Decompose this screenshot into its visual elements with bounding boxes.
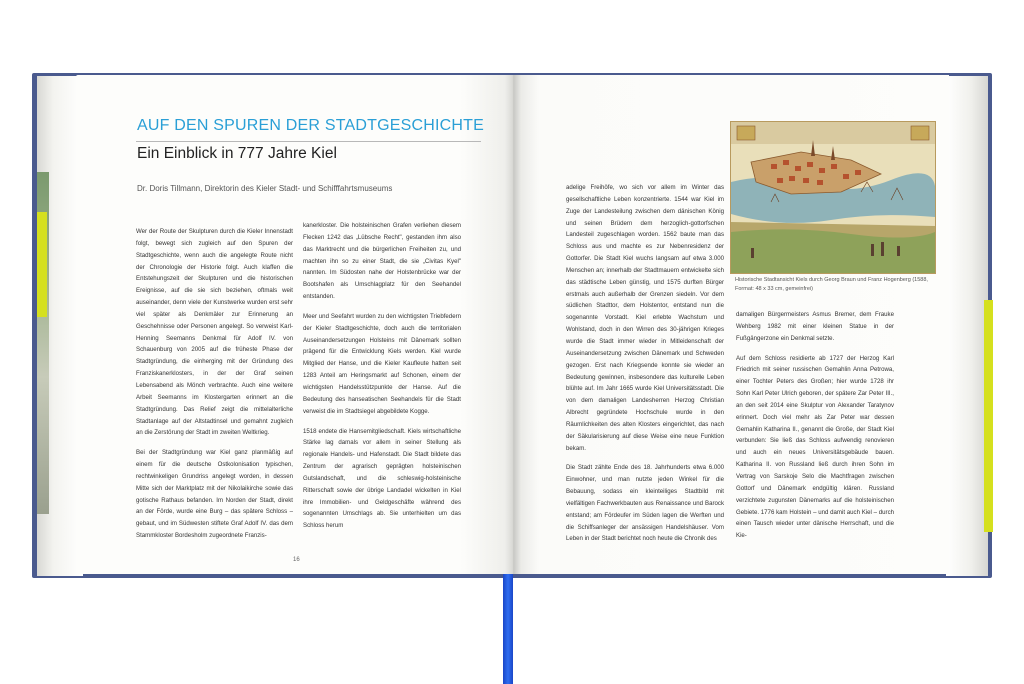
section-title: AUF DEN SPUREN DER STADTGESCHICHTE — [137, 117, 484, 134]
text-column-2 — [303, 220, 461, 530]
paragraph: adelige Freihöfe, wo sich vor allem im Winter das gesellschaftliche Leben konzentrierte. 1544 war Kiel im Zuge der Landesteilung zwischen dem dänischen König und seinen Brüdern dem herzoglich-gottorfschen Landesteil zugeschlagen worden. 1562 baute man das Schloss aus und machte es zur Nebenresidenz der Gottorfer. Die Stadt Kiel wuchs langsam auf etwa 3.000 Menschen an; innerhalb der Stadtmauern entwickelte sich das städtische Leben günstig, und 1575 durften Bürger erstmals auch außerhalb der Grenzen siedeln. Vor dem südlichen Stadttor, dem Holstentor, entstand nun die sogenannte Vorstadt. Kiel erlebte Wachstum und Wohlstand, doch in den Wirren des 30-jährigen Krieges wurde die Stadt immer wieder in Mitleidenschaft der Auseinandersetzung zwischen Dänemark und Schweden gezogen. Erst nach Kriegsende konnte sie wieder an Bedeutung gewinnen, insbesondere das kulturelle Leben blühte auf. Im Jahr 1665 wurde Kiel Universitätsstadt. Die von dem damaligen Landesherren Herzog Christian Albrecht gegründete Hochschule wurde in den Räumlichkeiten des alten Klosters eingerichtet, das nach der Säkularisierung auf diese Weise eine neue Funktion bekam. — [566, 184, 724, 452]
lime-accent-left — [37, 212, 47, 317]
title-rule — [136, 141, 481, 142]
chapter-title: Ein Einblick in 777 Jahre Kiel — [137, 145, 337, 162]
text-column-1 — [136, 226, 293, 540]
bookmark-ribbon — [503, 574, 513, 684]
paragraph: Wer der Route der Skulpturen durch die Kieler Innenstadt folgt, bewegt sich zugleich auf den Spuren der Stadtgeschichte, wenn auch die angelegte Route nicht der Chronologie der Historie folgt. Auch klaffen die Entstehungszeit der Skulpturen und die historischen Ereignisse, auf die sie sich beziehen, oftmals weit auseinander, denn viele der Kunstwerke wurden erst sehr viel später als Denkmäler zur Erinnerung an Geschehnisse oder Personen angelegt. So verweist Karl-Henning Seemanns Denkmal für Adolf IV. von Schauenburg von 2005 auf die früheste Phase der Stadtgründung, die einherging mit der Gründung des Franziskanerklosters, in der der Graf seinen Lebensabend als Mönch verbrachte. Auch eine weitere Arbeit Seemanns im Klostergarten erinnert an die Stadtgründung. Das Relief zeigt die mittelalterliche Stadtanlage auf der Altstadtinsel und gemahnt zugleich an die Zerstörung der Stadt im zweiten Weltkrieg. — [136, 228, 293, 437]
page-number: 16 — [293, 557, 300, 563]
page-stack-right — [946, 76, 988, 576]
map-illustration — [731, 122, 935, 273]
author-byline: Dr. Doris Tillmann, Direktorin des Kieler Stadt- und Schifffahrtsmuseums — [137, 184, 393, 193]
paragraph: Meer und Seefahrt wurden zu den wichtigsten Triebfedern der Kieler Stadtgeschichte, doch auch die territorialen Auseinandersetzungen Holsteins mit Dänemark sollten prägend für die Entwicklung Kiels werden. Kiel wurde Mitglied der Hanse, und die Kieler Kaufleute hatten seit 1283 Anteil am Heringsmarkt auf Schonen, einem der wichtigsten Handelsstützpunkte der Hanse. Auf die Bedeutung des hanseatischen Seehandels für die Stadt verweist die im Stadtsiegel abgebildete Kogge. — [303, 312, 461, 415]
gutter — [505, 75, 521, 574]
text-column-4 — [736, 309, 894, 540]
text-column-3 — [566, 182, 724, 543]
paragraph: Bei der Stadtgründung war Kiel ganz planmäßig auf einem für die deutsche Ostkolonisation typischen, rechtwinkeligen Grundriss angelegt worden, in dessen Mitte sich der Marktplatz mit der Nikolaikirche sowie das gotische Rathaus befanden. Im Norden der Stadt, direkt an der Förde, wurde eine Burg – das spätere Schloss – gebaut, und im Südwesten stiftete Graf Adolf IV. das dem Stammkloster Bordesholm zugeordnete Franzis- — [136, 449, 293, 540]
paragraph: kanerkloster. Die holsteinischen Grafen verliehen diesem Flecken 1242 das „Lübsche Recht", gestanden ihm also das Marktrecht und die bürgerlichen Freiheiten zu, und machten ihn so zu einer Stadt, die sie „Civitas Kyel" nannten. Im Südosten nahe der Holstenbrücke war der Bootshafen als Umschlagplatz für den Seehandel entstanden. — [303, 222, 461, 301]
historic-city-map-image — [730, 121, 936, 274]
paragraph: Die Stadt zählte Ende des 18. Jahrhunderts etwa 6.000 Einwohner, und man nutzte jeden Winkel für die Bebauung, sodass ein kleinteiliges Stadtbild mit vielfältigen Fachwerkbauten aus Renaissance und Barock entstand; am Fördeufer im Süden lagen die Werften und die Schiffsanleger der ansässigen Handelshäuser. Vom Leben in der Stadt berichtet noch heute die Chronik des — [566, 464, 724, 543]
image-caption: Historische Stadtansicht Kiels durch Georg Braun und Franz Hogenberg (1588, Format: 48 x 33 cm, gemeinfrei) — [735, 277, 928, 292]
paragraph: 1518 endete die Hansemitgliedschaft. Kiels wirtschaftliche Stärke lag damals vor allem in seiner Stellung als regionale Handels- und Hafenstadt. Die Stadt bildete das Zentrum der agrarisch geprägten holsteinischen Gutslandschaft, und die schleswig-holsteinische Ritterschaft sowie der übrige Landadel wickelten in Kiel ihre Immobilien- und Geldgeschäfte während des sogenannten Umschlags ab. Sie unterhielten um das Schloss herum — [303, 427, 461, 530]
lime-accent-right — [984, 300, 993, 532]
paragraph: Auf dem Schloss residierte ab 1727 der Herzog Karl Friedrich mit seiner russischen Gemahlin Anna Petrowa, einer Tochter Peters des Großen; hier wurde 1728 ihr Sohn Karl Peter Ulrich geboren, der spätere Zar Peter III., an den seit 2014 eine Skulptur von Alexander Taratynov erinnert. Doch viel mehr als Zar Peter war dessen Gemahlin Katharina II., genannt die Große, der Stadt Kiel verbunden: Sie ließ das Schloss aufwendig renovieren und auch ein neues Universitätsgebäude bauen. Katharina II. von Russland ließ durch ihren Sohn im Vertrag von Sarskoje Selo die Machtfragen zwischen Gottorf und Dänemark endgültig klären. Russland verzichtete zugunsten Dänemarks auf die holsteinischen Gebiete. 1776 kam Holstein – und damit auch Kiel – durch einen Tausch wieder unter dänische Herrschaft, und die Kie- — [736, 354, 894, 540]
paragraph: damaligen Bürgermeisters Asmus Bremer, dem Frauke Wehberg 1982 mit einer kleinen Statue in der Fußgängerzone ein Denkmal setzte. — [736, 311, 894, 342]
